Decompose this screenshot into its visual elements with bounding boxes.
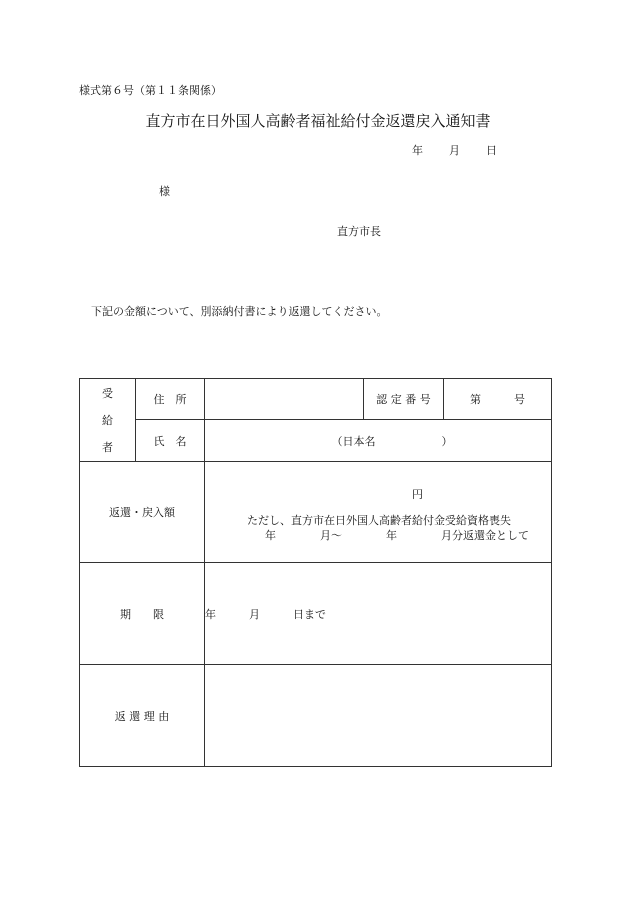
addressee-suffix: 様 [159,185,170,198]
recipient-label-cell [80,379,136,462]
sender-name: 直方市長 [337,225,381,238]
date-month: 月 [449,144,460,157]
amount-proviso: ただし、直方市在日外国人高齢者給付金受給資格喪失 [247,514,511,527]
name-label: 氏 名 [136,420,205,462]
cert-number-label: 認 定 番 号 [364,379,444,420]
amount-field[interactable] [205,462,552,563]
cert-number-field[interactable]: 第 号 [444,379,552,420]
notice-table [79,378,552,767]
reason-field[interactable] [205,665,552,767]
document-title: 直方市在日外国人高齢者福祉給付金返還戻入通知書 [145,112,491,130]
recipient-label-char: 受 [102,386,113,400]
amount-unit: 円 [412,488,423,501]
name-field[interactable] [205,420,552,462]
amount-label: 返還・戻入額 [80,462,205,563]
date-year: 年 [412,144,423,157]
address-label: 住 所 [136,379,205,420]
recipient-label-char: 給 [102,413,113,427]
deadline-field[interactable]: 年 月 日まで [205,563,552,665]
instruction-text: 下記の金額について、別添納付書により返還してください。 [91,305,388,318]
address-field[interactable] [205,379,364,420]
japanese-name-hint: （日本名 ） [331,434,453,448]
amount-period: 年 月～ 年 月分返還金として [265,529,529,542]
recipient-label-char: 者 [102,441,113,455]
form-number: 様式第６号（第１１条関係） [79,84,222,97]
reason-label: 返 還 理 由 [80,665,205,767]
date-line [412,142,497,158]
date-day: 日 [486,144,497,157]
deadline-label: 期 限 [80,563,205,665]
